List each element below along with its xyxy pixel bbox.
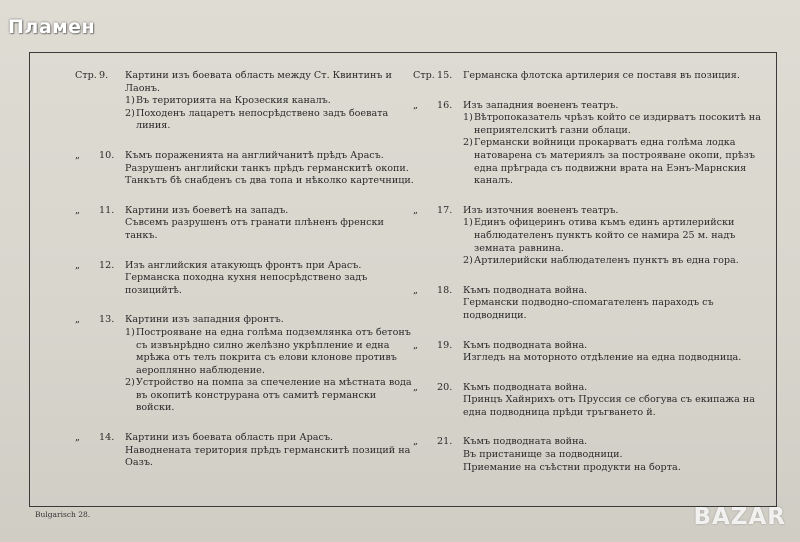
page-prefix: „ — [75, 432, 80, 444]
sub-text: Въ територията на Крозеския каналъ. — [136, 95, 331, 107]
plate-number: 9. — [99, 70, 109, 81]
sub-text: Германски войници прокарватъ една голѣма лодка натоварена съ материялъ за построяване окопи, прѣзъ една прѣграда съ подвижни врата на Еэнъ-Марнския каналъ. — [474, 137, 755, 187]
watermark-seller: Пламен — [8, 16, 96, 38]
entry-number — [413, 436, 459, 449]
sub-item — [463, 217, 773, 255]
sub-text: Единъ офицеринъ отива къмъ единъ артилерийски наблюдателенъ пунктъ който се намира 25 м. надъ земната равнина. — [474, 217, 736, 254]
entry-title: Картини изъ боеветѣ на западъ. — [125, 204, 289, 216]
entry-title: Къмъ подводната война. — [463, 339, 588, 351]
right-column — [413, 70, 773, 491]
entry-title: Картини изъ боевата область между Ст. Квинтинъ и Лаонъ. — [125, 70, 392, 94]
caption-entry — [413, 70, 773, 83]
entry-title: Картини изъ боевата область при Арасъ. — [125, 432, 333, 444]
page-prefix: „ — [75, 204, 80, 216]
plate-number: 20. — [437, 381, 453, 393]
page-prefix: Стр. — [75, 70, 97, 81]
sub-marker: 1) — [125, 95, 135, 107]
entry-title: Изъ западния воененъ театръ. — [463, 99, 619, 111]
entry-number — [413, 340, 459, 353]
entry-number — [75, 314, 121, 327]
page-prefix: „ — [413, 284, 418, 296]
entry-number — [413, 382, 459, 395]
sub-text: Вѣтропоказатель чрѣзъ който се издирватъ посокитѣ на неприятелскитѣ газни облаци. — [474, 112, 761, 136]
entry-description: Принцъ Хайнрихъ отъ Пруссия се сбогува съ екипажа на една подводница прѣди тръгването й. — [463, 394, 755, 418]
caption-entry — [413, 382, 773, 420]
page-prefix: „ — [75, 259, 80, 271]
sub-text: Устройство на помпа за спечеление на мѣстната вода въ окопитѣ конструрана отъ самитѣ германски войски. — [136, 377, 412, 414]
caption-entry — [75, 432, 415, 470]
page-prefix: „ — [413, 99, 418, 111]
page-prefix: „ — [413, 381, 418, 393]
sub-marker: 2) — [463, 137, 473, 149]
plate-number: 21. — [437, 436, 453, 448]
entry-number — [75, 260, 121, 273]
entry-description: Германски подводно-спомагателенъ параходъ съ подводници. — [463, 297, 714, 321]
plate-number: 18. — [437, 284, 453, 296]
caption-entry — [75, 260, 415, 298]
watermark-bazar: BAZAR — [693, 504, 786, 530]
caption-entry — [75, 205, 415, 243]
entry-number — [75, 432, 121, 445]
entry-number — [75, 205, 121, 218]
entry-title: Къмъ подводната война. — [463, 436, 588, 448]
entry-description: Германска походна кухня непосрѣдствено задъ позицийтѣ. — [125, 272, 368, 296]
entry-number — [413, 70, 459, 83]
page-prefix: „ — [75, 149, 80, 161]
entry-description: Изгледъ на моторното отдѣление на една подводница. — [463, 352, 742, 364]
plate-number: 12. — [99, 259, 115, 271]
sub-marker: 1) — [463, 217, 473, 229]
page-prefix: „ — [413, 436, 418, 448]
sub-item — [125, 95, 415, 108]
entry-number — [413, 205, 459, 218]
plate-number: 16. — [437, 99, 453, 111]
entry-number — [413, 100, 459, 113]
entry-number — [75, 70, 121, 83]
sub-item — [463, 137, 773, 187]
plate-number: 17. — [437, 204, 453, 216]
footer-signature: Bulgarisch 28. — [35, 510, 91, 519]
sub-marker: 1) — [463, 112, 473, 124]
entry-number — [75, 150, 121, 163]
entry-number — [413, 285, 459, 298]
sub-text: Артилерийски наблюдателенъ пунктъ въ една гора. — [474, 255, 739, 267]
entry-line: Въ пристанище за подводници. — [463, 449, 623, 461]
sub-text: Построяване на една голѣма подземлянка отъ бетонъ съ извънрѣдно силно желѣзно укрѣпление и една мрѣжа отъ телъ покрита съ елови клонове противъ аероплянно наблюдение. — [136, 326, 411, 376]
entry-line: Приемание на съѣстни продукти на борта. — [463, 461, 681, 473]
caption-entry — [75, 314, 415, 415]
page-prefix: „ — [413, 339, 418, 351]
caption-entry — [413, 340, 773, 365]
sub-marker: 1) — [125, 326, 135, 338]
entry-title: Къмъ пораженията на английчанитѣ прѣдъ Арасъ. — [125, 149, 384, 161]
plate-number: 14. — [99, 432, 115, 444]
sub-marker: 2) — [463, 255, 473, 267]
entry-title: Къмъ подводната война. — [463, 381, 588, 393]
page-prefix: Стр. — [413, 70, 435, 81]
caption-entry — [75, 70, 415, 133]
caption-entry — [413, 100, 773, 188]
sub-item — [125, 108, 415, 133]
sub-marker: 2) — [125, 377, 135, 389]
sub-item — [125, 327, 415, 377]
entry-title: Картини изъ западния фронтъ. — [125, 314, 284, 326]
entry-title: Къмъ подводната война. — [463, 284, 588, 296]
page-prefix: „ — [413, 204, 418, 216]
sub-item — [463, 255, 773, 268]
sub-item — [125, 377, 415, 415]
sub-text: Походенъ лацаретъ непосрѣдствено задъ боевата линия. — [136, 107, 389, 132]
entry-title: Германска флотска артилерия се поставя въ позиция. — [463, 70, 740, 81]
plate-number: 10. — [99, 149, 115, 161]
entry-title: Изъ английския атакующъ фронтъ при Арасъ. — [125, 259, 362, 271]
left-column — [75, 70, 415, 487]
caption-entry — [75, 150, 415, 188]
entry-description: Разрушенъ английски танкъ прѣдъ германскитѣ окопи. Танкътъ бѣ снабденъ съ два топа и нѣколко картечници. — [125, 162, 414, 187]
sub-item — [463, 112, 773, 137]
plate-number: 13. — [99, 314, 115, 326]
entry-description: Наводнената територия прѣдъ германскитѣ позиций на Оазъ. — [125, 444, 411, 469]
caption-entry — [413, 436, 773, 474]
plate-number: 11. — [99, 204, 115, 216]
page-prefix: „ — [75, 314, 80, 326]
entry-description: Съвсемъ разрушенъ отъ гранати плѣненъ френски танкъ. — [125, 217, 384, 241]
caption-entry — [413, 205, 773, 268]
sub-marker: 2) — [125, 107, 135, 119]
caption-entry — [413, 285, 773, 323]
entry-title: Изъ източния воененъ театръ. — [463, 204, 619, 216]
plate-number: 19. — [437, 339, 453, 351]
plate-number: 15. — [437, 70, 453, 81]
